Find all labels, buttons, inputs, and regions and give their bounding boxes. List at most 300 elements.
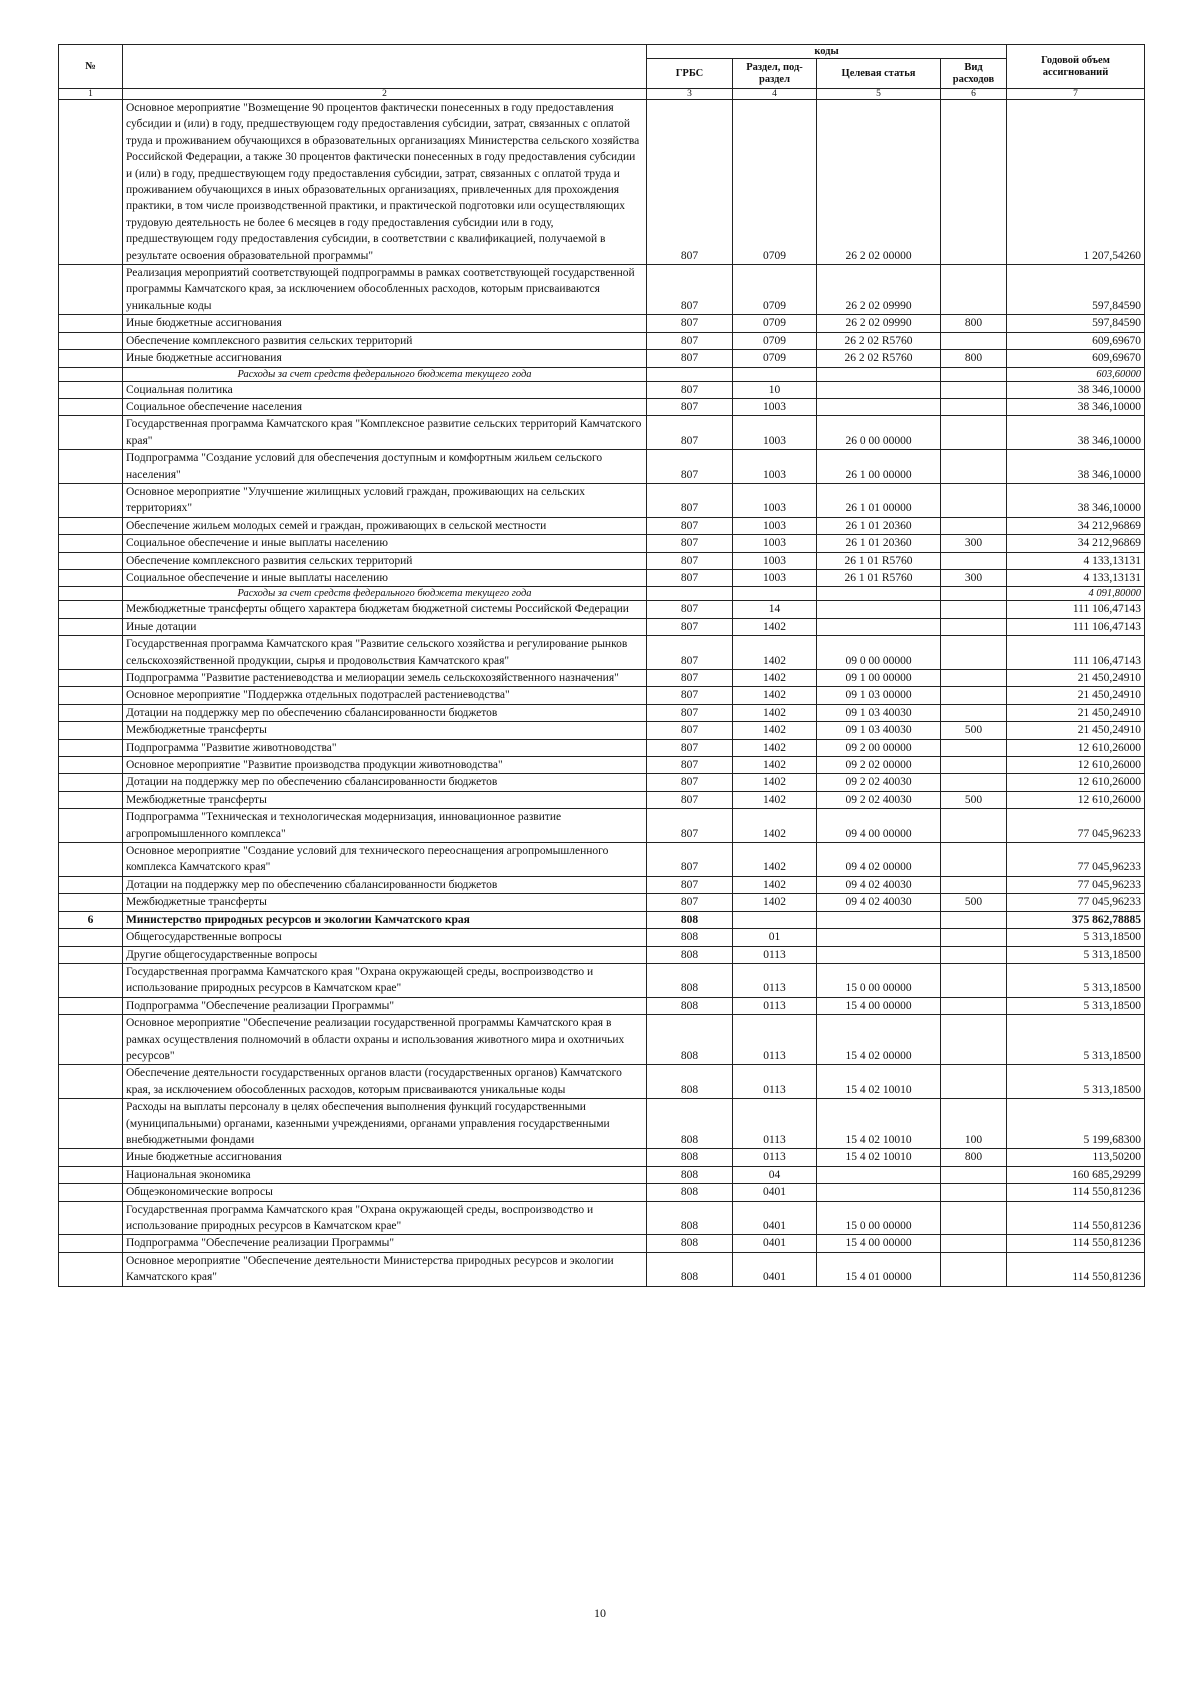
table-row <box>59 517 1145 534</box>
row-expense-kind-cell <box>941 618 1007 635</box>
table-row <box>59 894 1145 911</box>
table-row <box>59 946 1145 963</box>
row-target-article-cell: 09 2 02 40030 <box>817 774 941 791</box>
row-name-cell: Подпрограмма "Обеспечение реализации Программы" <box>123 1235 647 1252</box>
row-section-cell <box>733 587 817 601</box>
row-expense-kind-cell <box>941 876 1007 893</box>
row-name-cell: Подпрограмма "Развитие животноводства" <box>123 739 647 756</box>
table-row <box>59 552 1145 569</box>
row-number-cell <box>59 1184 123 1201</box>
row-expense-kind-cell <box>941 757 1007 774</box>
row-amount-cell: 38 346,10000 <box>1007 416 1145 450</box>
row-number-cell <box>59 1166 123 1183</box>
row-expense-kind-cell <box>941 963 1007 997</box>
row-amount-cell: 4 133,13131 <box>1007 569 1145 586</box>
row-number-cell <box>59 963 123 997</box>
row-target-article-cell: 09 2 02 00000 <box>817 757 941 774</box>
header-target-article: Целевая статья <box>817 59 941 89</box>
row-name-cell: Основное мероприятие "Развитие производства продукции животноводства" <box>123 757 647 774</box>
row-target-article-cell: 15 4 02 10010 <box>817 1065 941 1099</box>
row-section-cell: 10 <box>733 381 817 398</box>
row-expense-kind-cell <box>941 332 1007 349</box>
row-target-article-cell: 26 2 02 00000 <box>817 100 941 265</box>
row-name-cell: Расходы за счет средств федерального бюджета текущего года <box>123 587 647 601</box>
row-expense-kind-cell <box>941 809 1007 843</box>
row-target-article-cell: 26 0 00 00000 <box>817 416 941 450</box>
row-amount-cell: 21 450,24910 <box>1007 704 1145 721</box>
row-target-article-cell <box>817 381 941 398</box>
row-grbs-cell: 808 <box>647 1235 733 1252</box>
row-target-article-cell: 26 1 01 00000 <box>817 483 941 517</box>
row-number-cell: 6 <box>59 911 123 928</box>
row-number-cell <box>59 670 123 687</box>
row-target-article-cell: 26 2 02 R5760 <box>817 350 941 367</box>
row-grbs-cell: 807 <box>647 552 733 569</box>
row-name-cell: Расходы на выплаты персоналу в целях обеспечения выполнения функций государственными (муниципальными) органами, казенными учреждениями, органами управления государственными внебюджетными фондами <box>123 1099 647 1149</box>
row-number-cell <box>59 332 123 349</box>
table-row <box>59 332 1145 349</box>
header-codes: коды <box>647 45 1007 59</box>
table-row <box>59 963 1145 997</box>
row-name-cell: Основное мероприятие "Улучшение жилищных условий граждан, проживающих на сельских территориях" <box>123 483 647 517</box>
row-grbs-cell: 807 <box>647 739 733 756</box>
row-target-article-cell <box>817 911 941 928</box>
row-name-cell: Обеспечение комплексного развития сельских территорий <box>123 552 647 569</box>
table-row <box>59 1252 1145 1286</box>
row-grbs-cell: 807 <box>647 774 733 791</box>
row-grbs-cell: 808 <box>647 963 733 997</box>
row-number-cell <box>59 843 123 877</box>
table-row <box>59 381 1145 398</box>
row-number-cell <box>59 687 123 704</box>
row-expense-kind-cell <box>941 704 1007 721</box>
row-expense-kind-cell <box>941 1015 1007 1065</box>
row-name-cell: Основное мероприятие "Создание условий для технического переоснащения агропромышленного комплекса Камчатского края" <box>123 843 647 877</box>
page-number: 10 <box>594 1606 606 1620</box>
row-number-cell <box>59 381 123 398</box>
row-section-cell: 1402 <box>733 894 817 911</box>
row-grbs-cell: 807 <box>647 670 733 687</box>
row-section-cell: 1402 <box>733 704 817 721</box>
row-name-cell: Обеспечение комплексного развития сельских территорий <box>123 332 647 349</box>
row-grbs-cell: 807 <box>647 416 733 450</box>
column-number: 7 <box>1007 89 1145 100</box>
row-section-cell: 1003 <box>733 517 817 534</box>
row-grbs-cell: 807 <box>647 350 733 367</box>
row-expense-kind-cell <box>941 1184 1007 1201</box>
row-expense-kind-cell <box>941 1252 1007 1286</box>
table-row <box>59 618 1145 635</box>
row-expense-kind-cell <box>941 1065 1007 1099</box>
table-row <box>59 929 1145 946</box>
header-annual-volume: Годовой объем ассигнований <box>1007 45 1145 89</box>
row-grbs-cell: 808 <box>647 1099 733 1149</box>
row-number-cell <box>59 265 123 315</box>
row-grbs-cell: 807 <box>647 809 733 843</box>
row-amount-cell: 113,50200 <box>1007 1149 1145 1166</box>
row-target-article-cell: 09 4 00 00000 <box>817 809 941 843</box>
row-expense-kind-cell <box>941 587 1007 601</box>
row-target-article-cell: 09 1 03 40030 <box>817 722 941 739</box>
row-name-cell: Министерство природных ресурсов и экологии Камчатского края <box>123 911 647 928</box>
row-amount-cell: 1 207,54260 <box>1007 100 1145 265</box>
row-target-article-cell <box>817 398 941 415</box>
row-expense-kind-cell <box>941 552 1007 569</box>
header-number: № <box>59 45 123 89</box>
row-grbs-cell: 807 <box>647 757 733 774</box>
row-expense-kind-cell <box>941 601 1007 618</box>
row-amount-cell: 38 346,10000 <box>1007 450 1145 484</box>
row-name-cell: Общегосударственные вопросы <box>123 929 647 946</box>
row-section-cell: 0401 <box>733 1235 817 1252</box>
table-row <box>59 587 1145 601</box>
row-target-article-cell <box>817 601 941 618</box>
row-target-article-cell <box>817 1184 941 1201</box>
row-target-article-cell: 26 1 01 R5760 <box>817 552 941 569</box>
row-grbs-cell: 807 <box>647 843 733 877</box>
row-target-article-cell: 26 2 02 R5760 <box>817 332 941 349</box>
row-section-cell: 1003 <box>733 398 817 415</box>
row-expense-kind-cell <box>941 265 1007 315</box>
row-amount-cell: 4 091,80000 <box>1007 587 1145 601</box>
table-row <box>59 704 1145 721</box>
row-target-article-cell: 09 2 02 40030 <box>817 791 941 808</box>
row-expense-kind-cell <box>941 416 1007 450</box>
row-section-cell: 0401 <box>733 1201 817 1235</box>
row-grbs-cell <box>647 587 733 601</box>
row-section-cell: 1402 <box>733 809 817 843</box>
row-section-cell: 0709 <box>733 100 817 265</box>
row-name-cell: Дотации на поддержку мер по обеспечению сбалансированности бюджетов <box>123 876 647 893</box>
table-row <box>59 997 1145 1014</box>
header-expense-kind: Вид расходов <box>941 59 1007 89</box>
row-name-cell: Основное мероприятие "Обеспечение реализации государственной программы Камчатского края в рамках осуществления полномочий в области охраны и использования животного мира и охотничьих ресурсов" <box>123 1015 647 1065</box>
row-number-cell <box>59 722 123 739</box>
row-amount-cell: 114 550,81236 <box>1007 1184 1145 1201</box>
table-row <box>59 757 1145 774</box>
table-row <box>59 483 1145 517</box>
row-expense-kind-cell <box>941 381 1007 398</box>
row-expense-kind-cell <box>941 367 1007 381</box>
row-section-cell: 0401 <box>733 1252 817 1286</box>
row-amount-cell: 38 346,10000 <box>1007 381 1145 398</box>
row-section-cell: 1402 <box>733 687 817 704</box>
row-name-cell: Общеэкономические вопросы <box>123 1184 647 1201</box>
row-amount-cell: 4 133,13131 <box>1007 552 1145 569</box>
row-grbs-cell: 808 <box>647 1201 733 1235</box>
table-row <box>59 809 1145 843</box>
row-section-cell: 0709 <box>733 350 817 367</box>
row-grbs-cell: 808 <box>647 1184 733 1201</box>
table-row <box>59 1149 1145 1166</box>
row-number-cell <box>59 450 123 484</box>
row-number-cell <box>59 483 123 517</box>
row-target-article-cell <box>817 367 941 381</box>
row-section-cell: 0401 <box>733 1184 817 1201</box>
table-row <box>59 722 1145 739</box>
row-amount-cell: 5 313,18500 <box>1007 929 1145 946</box>
row-number-cell <box>59 946 123 963</box>
row-expense-kind-cell <box>941 843 1007 877</box>
row-amount-cell: 111 106,47143 <box>1007 618 1145 635</box>
row-expense-kind-cell <box>941 946 1007 963</box>
row-amount-cell: 597,84590 <box>1007 315 1145 332</box>
row-name-cell: Социальная политика <box>123 381 647 398</box>
row-name-cell: Дотации на поддержку мер по обеспечению сбалансированности бюджетов <box>123 704 647 721</box>
row-expense-kind-cell: 500 <box>941 791 1007 808</box>
row-number-cell <box>59 587 123 601</box>
row-section-cell: 1402 <box>733 876 817 893</box>
table-row <box>59 1015 1145 1065</box>
row-name-cell: Социальное обеспечение и иные выплаты населению <box>123 569 647 586</box>
row-name-cell: Иные дотации <box>123 618 647 635</box>
row-amount-cell: 609,69670 <box>1007 332 1145 349</box>
row-number-cell <box>59 929 123 946</box>
row-amount-cell: 160 685,29299 <box>1007 1166 1145 1183</box>
row-expense-kind-cell <box>941 929 1007 946</box>
row-section-cell: 1003 <box>733 552 817 569</box>
row-amount-cell: 21 450,24910 <box>1007 687 1145 704</box>
row-target-article-cell <box>817 1166 941 1183</box>
row-amount-cell: 12 610,26000 <box>1007 774 1145 791</box>
row-grbs-cell: 807 <box>647 618 733 635</box>
row-amount-cell: 597,84590 <box>1007 265 1145 315</box>
table-row <box>59 350 1145 367</box>
row-target-article-cell: 26 1 01 20360 <box>817 517 941 534</box>
row-number-cell <box>59 809 123 843</box>
column-number: 6 <box>941 89 1007 100</box>
row-amount-cell: 5 313,18500 <box>1007 1065 1145 1099</box>
row-number-cell <box>59 1099 123 1149</box>
row-grbs-cell: 807 <box>647 265 733 315</box>
row-name-cell: Социальное обеспечение населения <box>123 398 647 415</box>
row-grbs-cell: 808 <box>647 1166 733 1183</box>
row-grbs-cell: 807 <box>647 894 733 911</box>
row-number-cell <box>59 997 123 1014</box>
row-target-article-cell: 15 4 02 10010 <box>817 1099 941 1149</box>
row-section-cell: 1003 <box>733 416 817 450</box>
table-row <box>59 535 1145 552</box>
row-name-cell: Дотации на поддержку мер по обеспечению сбалансированности бюджетов <box>123 774 647 791</box>
row-target-article-cell: 09 0 00 00000 <box>817 636 941 670</box>
row-name-cell: Межбюджетные трансферты общего характера бюджетам бюджетной системы Российской Федерации <box>123 601 647 618</box>
row-amount-cell: 77 045,96233 <box>1007 843 1145 877</box>
row-grbs-cell: 807 <box>647 722 733 739</box>
row-amount-cell: 375 862,78885 <box>1007 911 1145 928</box>
row-grbs-cell: 807 <box>647 315 733 332</box>
row-number-cell <box>59 894 123 911</box>
row-target-article-cell <box>817 929 941 946</box>
budget-document <box>58 44 1144 1287</box>
row-expense-kind-cell <box>941 398 1007 415</box>
table-row <box>59 569 1145 586</box>
row-section-cell: 1402 <box>733 670 817 687</box>
row-amount-cell: 38 346,10000 <box>1007 483 1145 517</box>
row-section-cell: 1402 <box>733 636 817 670</box>
row-expense-kind-cell <box>941 739 1007 756</box>
row-expense-kind-cell: 300 <box>941 569 1007 586</box>
row-number-cell <box>59 367 123 381</box>
row-name-cell: Государственная программа Камчатского края "Охрана окружающей среды, воспроизводство и использование природных ресурсов в Камчатском крае" <box>123 1201 647 1235</box>
row-grbs-cell: 808 <box>647 911 733 928</box>
row-amount-cell: 114 550,81236 <box>1007 1201 1145 1235</box>
row-amount-cell: 12 610,26000 <box>1007 791 1145 808</box>
row-section-cell: 1402 <box>733 757 817 774</box>
row-amount-cell: 77 045,96233 <box>1007 809 1145 843</box>
row-section-cell: 1003 <box>733 569 817 586</box>
table-row <box>59 1201 1145 1235</box>
row-name-cell: Межбюджетные трансферты <box>123 791 647 808</box>
row-amount-cell: 34 212,96869 <box>1007 517 1145 534</box>
table-body <box>59 100 1145 1287</box>
row-number-cell <box>59 757 123 774</box>
row-name-cell: Обеспечение жильем молодых семей и граждан, проживающих в сельской местности <box>123 517 647 534</box>
row-amount-cell: 5 313,18500 <box>1007 997 1145 1014</box>
row-target-article-cell: 26 1 01 20360 <box>817 535 941 552</box>
row-grbs-cell: 807 <box>647 569 733 586</box>
row-amount-cell: 111 106,47143 <box>1007 601 1145 618</box>
row-number-cell <box>59 1235 123 1252</box>
row-number-cell <box>59 552 123 569</box>
row-expense-kind-cell <box>941 911 1007 928</box>
row-target-article-cell: 09 2 00 00000 <box>817 739 941 756</box>
row-section-cell: 0113 <box>733 1065 817 1099</box>
row-name-cell: Подпрограмма "Развитие растениеводства и мелиорации земель сельскохозяйственного назначения" <box>123 670 647 687</box>
row-target-article-cell: 15 0 00 00000 <box>817 1201 941 1235</box>
row-amount-cell: 114 550,81236 <box>1007 1252 1145 1286</box>
row-grbs-cell: 807 <box>647 636 733 670</box>
row-section-cell: 0709 <box>733 265 817 315</box>
row-section-cell: 0709 <box>733 315 817 332</box>
row-expense-kind-cell <box>941 100 1007 265</box>
row-expense-kind-cell <box>941 670 1007 687</box>
row-grbs-cell: 808 <box>647 1015 733 1065</box>
row-grbs-cell: 807 <box>647 876 733 893</box>
row-number-cell <box>59 636 123 670</box>
budget-table <box>58 44 1145 1287</box>
table-row <box>59 636 1145 670</box>
row-name-cell: Другие общегосударственные вопросы <box>123 946 647 963</box>
row-target-article-cell: 26 2 02 09990 <box>817 265 941 315</box>
row-number-cell <box>59 398 123 415</box>
row-amount-cell: 111 106,47143 <box>1007 636 1145 670</box>
row-expense-kind-cell <box>941 636 1007 670</box>
column-number: 2 <box>123 89 647 100</box>
row-expense-kind-cell <box>941 450 1007 484</box>
row-name-cell: Межбюджетные трансферты <box>123 894 647 911</box>
row-amount-cell: 21 450,24910 <box>1007 722 1145 739</box>
row-grbs-cell: 807 <box>647 704 733 721</box>
row-amount-cell: 5 313,18500 <box>1007 1015 1145 1065</box>
row-section-cell: 0113 <box>733 963 817 997</box>
row-name-cell: Социальное обеспечение и иные выплаты населению <box>123 535 647 552</box>
row-target-article-cell: 09 4 02 40030 <box>817 876 941 893</box>
row-grbs-cell: 807 <box>647 791 733 808</box>
row-target-article-cell <box>817 587 941 601</box>
row-expense-kind-cell <box>941 997 1007 1014</box>
table-row <box>59 1184 1145 1201</box>
row-expense-kind-cell: 300 <box>941 535 1007 552</box>
row-section-cell: 1402 <box>733 774 817 791</box>
row-amount-cell: 12 610,26000 <box>1007 739 1145 756</box>
row-number-cell <box>59 774 123 791</box>
row-grbs-cell: 808 <box>647 1065 733 1099</box>
row-name-cell: Иные бюджетные ассигнования <box>123 315 647 332</box>
row-expense-kind-cell <box>941 1201 1007 1235</box>
table-row <box>59 739 1145 756</box>
row-name-cell: Основное мероприятие "Поддержка отдельных подотраслей растениеводства" <box>123 687 647 704</box>
row-amount-cell: 5 313,18500 <box>1007 946 1145 963</box>
row-target-article-cell: 09 1 03 40030 <box>817 704 941 721</box>
row-target-article-cell: 09 1 00 00000 <box>817 670 941 687</box>
table-row <box>59 1235 1145 1252</box>
row-target-article-cell: 15 4 00 00000 <box>817 997 941 1014</box>
row-grbs-cell: 807 <box>647 450 733 484</box>
row-number-cell <box>59 1015 123 1065</box>
row-name-cell: Основное мероприятие "Возмещение 90 процентов фактически понесенных в году предоставления субсидии и (или) в году, предшествующем году предоставления субсидии, затрат, связанных с оплатой труда и проживанием обучающихся в образовательных организациях Министерства сельского хозяйства Российской Федерации, а также 30 процентов фактически понесенных в году предоставления субсидии и (или) в году, предшествующем году предоставления субсидии, затрат, связанных с оплатой труда и проживанием обучающихся в иных образовательных организациях, привлеченных для прохождения практики, в том числе производственной практики, и практической подготовки или осуществляющих трудовую деятельность не более 6 месяцев в году предоставления субсидии или в году, предшествующем году предоставления субсидии, в соответствии с квалификацией, получаемой в результате освоения образовательной программы" <box>123 100 647 265</box>
row-amount-cell: 603,60000 <box>1007 367 1145 381</box>
row-grbs-cell: 808 <box>647 997 733 1014</box>
row-grbs-cell: 807 <box>647 517 733 534</box>
row-name-cell: Иные бюджетные ассигнования <box>123 350 647 367</box>
row-amount-cell: 77 045,96233 <box>1007 876 1145 893</box>
row-target-article-cell: 09 1 03 00000 <box>817 687 941 704</box>
row-number-cell <box>59 618 123 635</box>
row-expense-kind-cell: 100 <box>941 1099 1007 1149</box>
row-section-cell: 0113 <box>733 946 817 963</box>
row-target-article-cell: 09 4 02 00000 <box>817 843 941 877</box>
row-expense-kind-cell <box>941 1166 1007 1183</box>
table-row <box>59 450 1145 484</box>
table-row <box>59 367 1145 381</box>
row-number-cell <box>59 791 123 808</box>
row-section-cell: 04 <box>733 1166 817 1183</box>
row-grbs-cell: 807 <box>647 398 733 415</box>
row-grbs-cell: 808 <box>647 946 733 963</box>
row-name-cell: Подпрограмма "Техническая и технологическая модернизация, инновационное развитие агропромышленного комплекса" <box>123 809 647 843</box>
row-expense-kind-cell <box>941 687 1007 704</box>
row-expense-kind-cell: 800 <box>941 1149 1007 1166</box>
row-target-article-cell: 15 0 00 00000 <box>817 963 941 997</box>
row-section-cell <box>733 367 817 381</box>
row-name-cell: Обеспечение деятельности государственных органов власти (государственных органов) Камчатского края, за исключением обособленных расходов, которым присваиваются уникальные коды <box>123 1065 647 1099</box>
row-section-cell: 14 <box>733 601 817 618</box>
row-number-cell <box>59 315 123 332</box>
table-row <box>59 1166 1145 1183</box>
row-section-cell: 1003 <box>733 483 817 517</box>
row-amount-cell: 5 199,68300 <box>1007 1099 1145 1149</box>
row-expense-kind-cell: 500 <box>941 894 1007 911</box>
row-grbs-cell: 807 <box>647 687 733 704</box>
row-grbs-cell: 808 <box>647 929 733 946</box>
row-name-cell: Подпрограмма "Создание условий для обеспечения доступным и комфортным жильем сельского населения" <box>123 450 647 484</box>
row-grbs-cell: 807 <box>647 535 733 552</box>
table-row <box>59 1099 1145 1149</box>
row-amount-cell: 12 610,26000 <box>1007 757 1145 774</box>
row-grbs-cell: 807 <box>647 100 733 265</box>
table-row <box>59 315 1145 332</box>
row-amount-cell: 5 313,18500 <box>1007 963 1145 997</box>
row-grbs-cell: 807 <box>647 601 733 618</box>
row-number-cell <box>59 517 123 534</box>
table-row <box>59 1065 1145 1099</box>
row-target-article-cell: 26 1 01 R5760 <box>817 569 941 586</box>
row-name-cell: Расходы за счет средств федерального бюджета текущего года <box>123 367 647 381</box>
row-name-cell: Иные бюджетные ассигнования <box>123 1149 647 1166</box>
row-target-article-cell: 15 4 02 10010 <box>817 1149 941 1166</box>
row-number-cell <box>59 100 123 265</box>
table-row <box>59 911 1145 928</box>
